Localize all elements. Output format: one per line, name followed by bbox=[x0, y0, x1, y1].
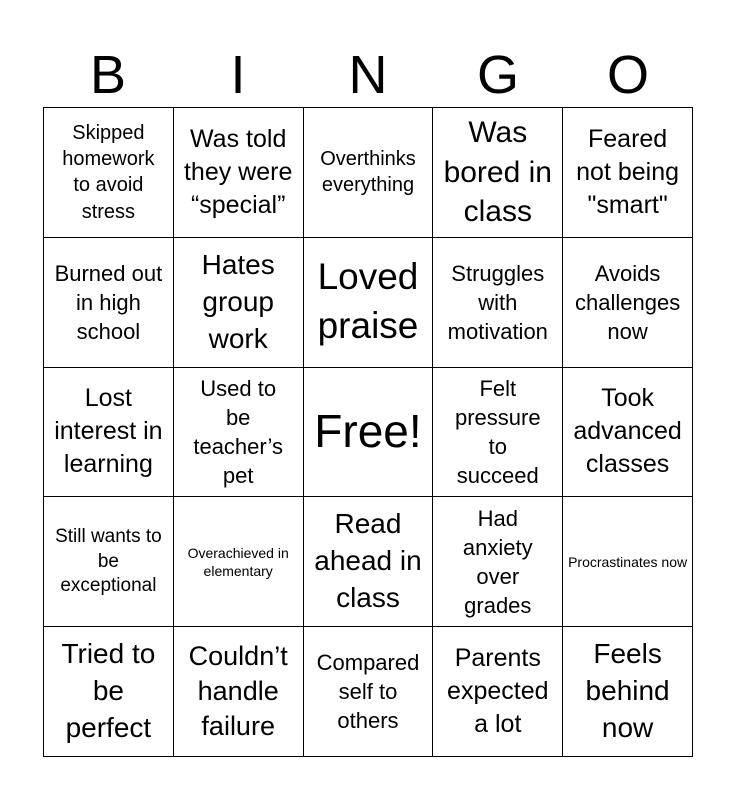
bingo-cell[interactable] bbox=[433, 627, 563, 757]
bingo-cell[interactable] bbox=[433, 108, 563, 238]
bingo-cell[interactable] bbox=[563, 238, 693, 368]
bingo-cell[interactable] bbox=[174, 108, 304, 238]
cell-label: Was told they were “special” bbox=[183, 124, 293, 219]
cell-label: Was bored in class bbox=[443, 116, 552, 229]
cell-label: Skipped homework to avoid stress bbox=[62, 121, 155, 223]
cell-label: Tried to be perfect bbox=[61, 638, 156, 744]
cell-label: Couldn’t handle failure bbox=[188, 641, 288, 741]
header-letter-b: B bbox=[89, 45, 127, 105]
bingo-cell[interactable] bbox=[304, 627, 434, 757]
header-letter-g: G bbox=[476, 45, 519, 105]
cell-label: Felt pressure to succeed bbox=[454, 375, 541, 489]
bingo-cell[interactable] bbox=[563, 627, 693, 757]
cell-label: Hates group work bbox=[201, 248, 275, 354]
cell-label: Struggles with motivation bbox=[447, 260, 548, 344]
cell-label: Had anxiety over grades bbox=[462, 505, 533, 618]
cell-label: Overachieved in elementary bbox=[187, 544, 289, 579]
cell-label: Compared self to others bbox=[316, 650, 420, 734]
bingo-cell[interactable] bbox=[304, 497, 434, 627]
cell-label: Loved praise bbox=[317, 256, 419, 347]
bingo-cell[interactable] bbox=[433, 497, 563, 627]
bingo-cell[interactable] bbox=[174, 497, 304, 627]
cell-label: Feels behind now bbox=[585, 638, 670, 744]
cell-label: Used to be teacher’s pet bbox=[193, 375, 284, 489]
cell-label: Procrastinates now bbox=[568, 553, 688, 570]
bingo-cell[interactable] bbox=[44, 108, 174, 238]
cell-label: Took advanced classes bbox=[573, 384, 682, 479]
header-letter-o: O bbox=[606, 45, 649, 105]
bingo-cell[interactable] bbox=[174, 238, 304, 368]
bingo-cell[interactable] bbox=[433, 238, 563, 368]
cell-label: Avoids challenges now bbox=[575, 260, 681, 344]
bingo-cell[interactable] bbox=[44, 627, 174, 757]
header-letter-n: N bbox=[348, 45, 388, 105]
bingo-cell[interactable] bbox=[174, 627, 304, 757]
bingo-cell[interactable] bbox=[174, 368, 304, 498]
cell-label: Still wants to be exceptional bbox=[55, 526, 162, 596]
bingo-grid bbox=[43, 107, 693, 757]
free-space-cell[interactable] bbox=[304, 368, 434, 498]
bingo-cell[interactable] bbox=[563, 108, 693, 238]
bingo-cell[interactable] bbox=[304, 108, 434, 238]
cell-label: Overthinks everything bbox=[320, 148, 416, 197]
free-space-label: Free! bbox=[314, 405, 422, 458]
cell-label: Read ahead in class bbox=[314, 508, 422, 614]
bingo-cell[interactable] bbox=[304, 238, 434, 368]
bingo-cell[interactable] bbox=[44, 497, 174, 627]
bingo-cell[interactable] bbox=[433, 368, 563, 498]
bingo-cell[interactable] bbox=[563, 368, 693, 498]
cell-label: Feared not being "smart" bbox=[576, 124, 680, 219]
bingo-header bbox=[43, 40, 693, 110]
cell-label: Burned out in high school bbox=[54, 260, 163, 344]
cell-label: Lost interest in learning bbox=[54, 384, 163, 479]
bingo-cell[interactable] bbox=[44, 368, 174, 498]
bingo-cell[interactable] bbox=[563, 497, 693, 627]
bingo-cell[interactable] bbox=[44, 238, 174, 368]
cell-label: Parents expected a lot bbox=[447, 644, 549, 739]
header-letter-i: I bbox=[230, 45, 246, 105]
